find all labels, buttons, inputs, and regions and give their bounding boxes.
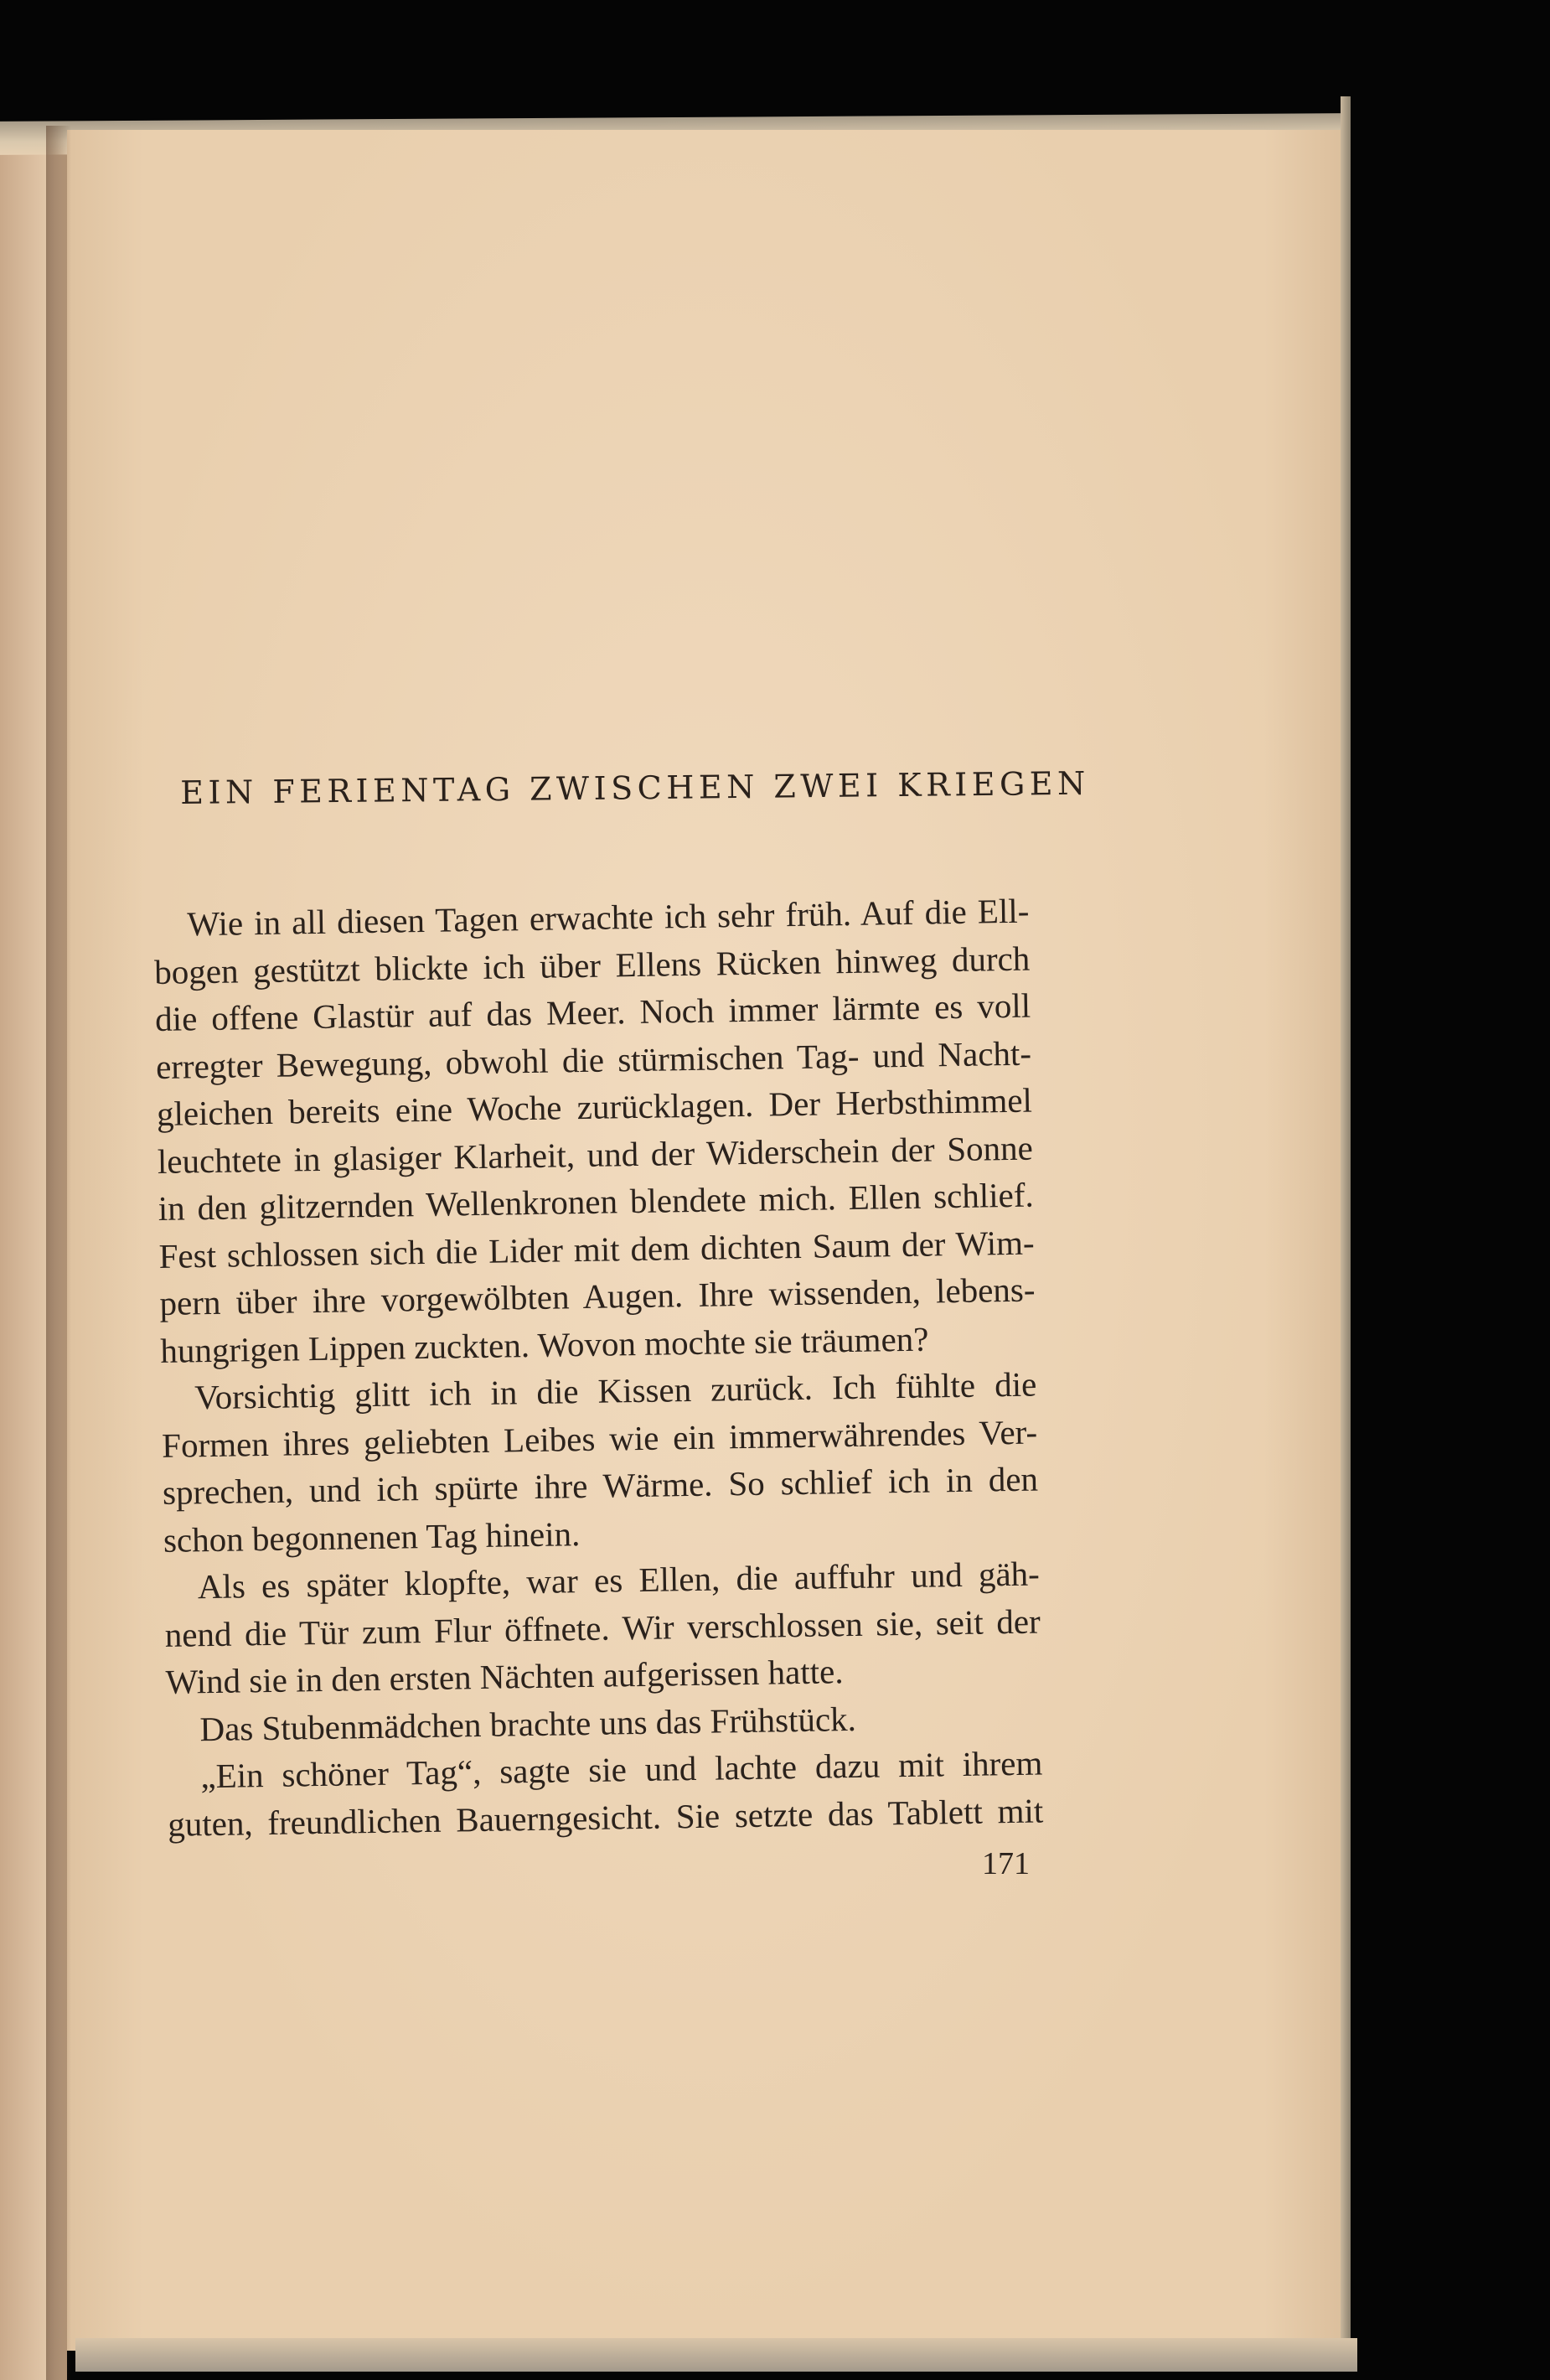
text-line: Wind sie in den ersten Nächten aufgerissen hatte. [165, 1652, 844, 1701]
page-number: 171 [982, 1846, 1030, 1881]
text-line: schon begonnenen Tag hinein. [163, 1513, 581, 1560]
text-line: hungrigen Lippen zuckten. Wovon mochte sie träumen? [160, 1319, 929, 1370]
text-line: in den glitzernden Wellenkronen blendete mich. Ellen schlief. [158, 1175, 1034, 1228]
text-line: die offene Glastür auf das Meer. Noch immer lärmte es voll [154, 986, 1031, 1038]
text-line: Wie in all diesen Tagen erwachte ich sehr früh. Auf die Ell- [187, 891, 1030, 944]
text-line: Fest schlossen sich die Lider mit dem dichten Saum der Wim- [158, 1223, 1035, 1275]
text-line: bogen gestützt blickte ich über Ellens Rücken hinweg durch [153, 939, 1031, 991]
bottom-page-edge [75, 2338, 1357, 2372]
text-line: Formen ihres geliebten Leibes wie ein immerwährendes Ver- [161, 1412, 1038, 1465]
text-line: guten, freundlichen Bauerngesicht. Sie setzte das Tablett mit [167, 1790, 1044, 1844]
text-line: sprechen, und ich spürte ihre Wärme. So schlief ich in den [162, 1459, 1039, 1512]
body-text [153, 887, 1044, 1848]
text-line: gleichen bereits eine Woche zurücklagen. Der Herbsthimmel [156, 1080, 1033, 1133]
text-line: Als es später klopfte, war es Ellen, die auffuhr und gäh- [197, 1554, 1041, 1606]
text-line: erregter Bewegung, obwohl die stürmischen Tag- und Nacht- [155, 1033, 1032, 1086]
cover-edge [1341, 96, 1351, 2367]
text-line: „Ein schöner Tag“, sagte sie und lachte dazu mit ihrem [200, 1743, 1043, 1796]
spine-shadow [46, 126, 71, 2380]
text-line: Das Stubenmädchen brachte uns das Frühstück. [199, 1699, 857, 1748]
text-line: nend die Tür zum Flur öffnete. Wir verschlossen sie, seit der [164, 1601, 1041, 1654]
text-line: Vorsichtig glitt ich in die Kissen zurück. Ich fühlte die [194, 1364, 1037, 1417]
text-line: pern über ihre vorgewölbten Augen. Ihre wissenden, lebens- [159, 1270, 1036, 1322]
text-line: leuchtete in glasiger Klarheit, und der Widerschein der Sonne [157, 1128, 1034, 1181]
chapter-title: EIN FERIENTAG ZWISCHEN ZWEI KRIEGEN [180, 764, 1091, 811]
